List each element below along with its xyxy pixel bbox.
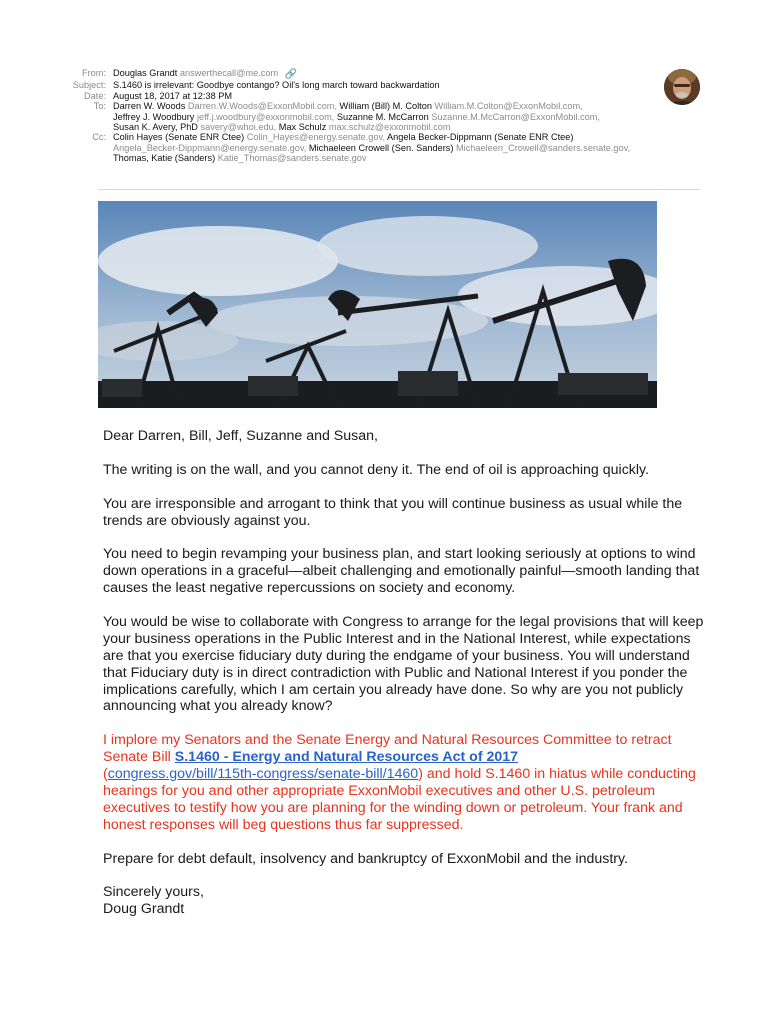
to-label: To: — [93, 101, 106, 112]
recipient-name[interactable]: Darren W. Woods — [113, 101, 186, 112]
red-text-pre: I implore my Senators and the Senate Energy and Natural Resources Committee to retract Senate Bill — [103, 732, 672, 766]
recipient-name[interactable]: Max Schulz — [278, 122, 327, 133]
recipient-email[interactable]: jeff.j.woodbury@exxonmobil.com, — [196, 111, 335, 122]
cc-name[interactable]: Michaeleen Crowell (Sen. Sanders) — [308, 142, 454, 153]
paragraph-3: You need to begin revamping your business plan, and start looking seriously at options to wind down operations in a graceful—albeit challenging and emotionally painful—smooth landing that causes the least negative repercussions on society and economy. — [103, 546, 700, 597]
subject-label: Subject: — [72, 80, 106, 91]
date-text: August 18, 2017 at 12:38 PM — [113, 90, 233, 101]
paragraph-1: The writing is on the wall, and you cannot deny it. The end of oil is approaching quickly. — [103, 461, 650, 478]
email-body — [103, 428, 713, 935]
cc-email[interactable]: Angela_Becker-Dippmann@energy.senate.gov, — [113, 142, 307, 153]
recipient-email[interactable]: Darren.W.Woods@ExxonMobil.com, — [187, 101, 337, 112]
from-label: From: — [82, 68, 106, 78]
red-paragraph — [103, 732, 713, 833]
congress-url-link[interactable]: congress.gov/bill/115th-congress/senate-bill/1460 — [107, 766, 419, 783]
subject-row — [0, 80, 768, 90]
recipient-email[interactable]: Suzanne.M.McCarron@ExxonMobil.com, — [431, 111, 600, 122]
pumpjack-photo — [98, 201, 657, 408]
to-recipients — [113, 101, 691, 132]
header-divider — [98, 189, 700, 190]
avatar-photo — [664, 69, 700, 105]
cc-recipients — [113, 132, 691, 163]
paragraph-6: Prepare for debt default, insolvency and bankruptcy of ExxonMobil and the industry. — [103, 850, 628, 867]
cc-name[interactable]: Colin Hayes (Senate ENR Ctee) — [113, 132, 245, 143]
recipient-email[interactable]: William.M.Colton@ExxonMobil.com, — [434, 101, 583, 112]
email-header — [0, 68, 768, 164]
red-text-post: ) and hold S.1460 in hiatus while conducting hearings for you and other appropriate ExxonMobil executives and other U.S. petroleum executives to testify how you are planning for the winding down or petroleum. Your frank and honest responses will beg questions thus far suppressed. — [103, 766, 696, 833]
paragraph-2: You are irresponsible and arrogant to think that you will continue business as usual while the trends are obviously against you. — [103, 495, 683, 529]
closing: Sincerely yours, — [103, 884, 204, 901]
recipient-name[interactable]: Susan K. Avery, PhD — [113, 122, 198, 133]
sender-name[interactable]: Douglas Grandt — [113, 68, 178, 78]
recipient-name[interactable]: Jeffrey J. Woodbury — [113, 111, 195, 122]
sender-email[interactable]: answerthecall@me.com — [179, 68, 279, 78]
from-row — [0, 68, 768, 80]
cc-email[interactable]: Michaeleen_Crowell@sanders.senate.gov, — [456, 142, 631, 153]
recipient-email[interactable]: savery@whoi.edu, — [200, 122, 277, 133]
paren-open: ( — [103, 766, 108, 783]
cc-row — [0, 132, 768, 163]
recipient-email[interactable]: max.schulz@exxonmobil.com — [328, 122, 451, 133]
recipient-name[interactable]: William (Bill) M. Colton — [339, 101, 432, 112]
cc-email[interactable]: Colin_Hayes@energy.senate.gov, — [246, 132, 385, 143]
oil-pumpjacks-image — [98, 201, 657, 408]
cc-label: Cc: — [92, 132, 106, 143]
date-label: Date: — [84, 90, 106, 101]
recipient-name[interactable]: Suzanne M. McCarron — [336, 111, 429, 122]
attachment-icon[interactable]: 🔗 — [284, 69, 298, 80]
cc-name[interactable]: Thomas, Katie (Sanders) — [113, 153, 216, 164]
paragraph-4: You would be wise to collaborate with Congress to arrange for the legal provisions that will keep your business operations in the Public Interest and in the National Interest, while expectations are that you exercise fiduciary duty during the endgame of your business. You will understand that Fiduciary duty is in direct contradiction with Public and National Interest if you ponder the implications carefully, which I am certain you already have done. So why are you not publicly announcing what you already know? — [103, 613, 704, 715]
to-row — [0, 101, 768, 132]
greeting: Dear Darren, Bill, Jeff, Suzanne and Susan, — [103, 428, 378, 444]
bill-link[interactable]: S.1460 - Energy and Natural Resources Act of 2017 — [174, 749, 519, 766]
cc-email[interactable]: Katie_Thomas@sanders.senate.gov — [217, 153, 367, 164]
cc-name[interactable]: Angela Becker-Dippmann (Senate ENR Ctee) — [387, 132, 574, 143]
signature: Doug Grandt — [103, 901, 185, 918]
sender-avatar[interactable] — [664, 69, 700, 105]
subject-text: S.1460 is irrelevant: Goodbye contango? Oil's long march toward backwardation — [113, 80, 440, 91]
date-row — [0, 91, 768, 101]
